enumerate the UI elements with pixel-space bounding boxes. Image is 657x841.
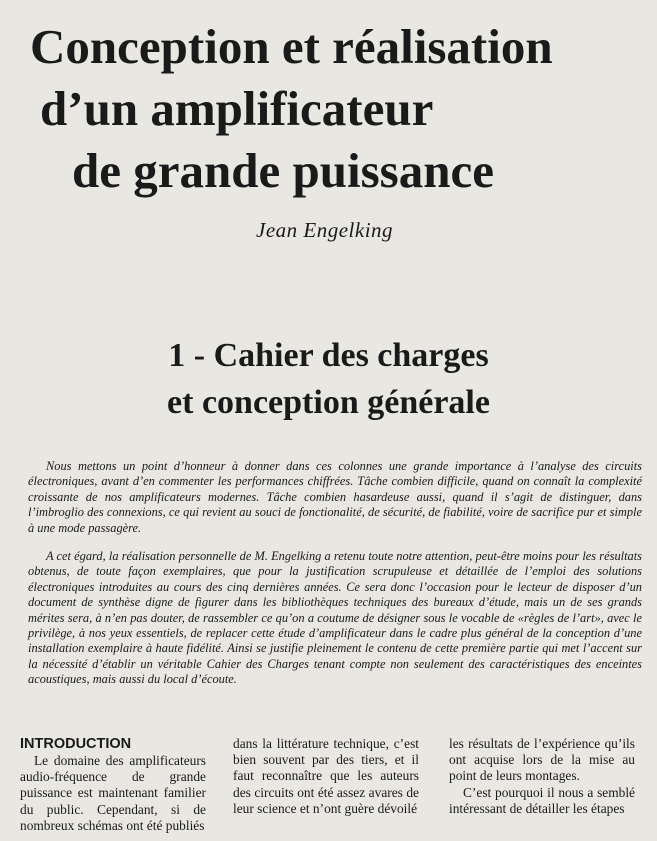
chapeau-paragraph: Nous mettons un point d’honneur à donner dans ces colonnes une grande importance à l’analyse des circuits électroniques, avant d’en commenter les performances chiffrées. Tâche combien difficile, quand on connaît la complexité croissante de nos amplificateurs modernes. Tâche combien hasardeuse aussi, quand il s’agit de distinguer, dans l’imbroglio des connexions, ce qui revient au souci de fonctionalité, de sécurité, de fiabilité, voire de sacrifice pur et simple à une mode passagère. <box>28 459 642 535</box>
title-line: Conception et réalisation <box>30 19 553 74</box>
body-paragraph: dans la littérature technique, c’est bien souvent par des tiers, et il faut reconnaître que les auteurs des circuits ont été assez avares de leur science et n’ont guère dévoilé <box>233 736 419 816</box>
author-name: Jean Engelking <box>256 218 394 242</box>
title-line: de grande puissance <box>72 143 495 198</box>
body-column-2 <box>233 736 419 817</box>
section-title-line: et conception générale <box>167 384 490 421</box>
chapeau-paragraph: A cet égard, la réalisation personnelle de M. Engelking a retenu toute notre attention, peut-être moins pour les résultats obtenus, de toute façon exemplaires, que pour la justification scrupuleuse et détaillée de l’emploi des solutions électroniques introduites au cours des cinq dernières années. Ce sera donc l’occasion pour le lecteur de disposer d’un document de synthèse digne de figurer dans les bibliothèques techniques des bureaux d’étude, mais un de ses grands mérites sera, à n’en pas douter, de rassembler ce qu’on a coutume de désigner sous le vocable de «règles de l’art», avec le privilège, à nos yeux essentiels, de replacer cette étude d’amplificateur dans le cadre plus général de la conception d’une installation exemplaire à haute fidélité. Ainsi se justifie pleinement le contenu de cette première partie qui met l’accent sur la nécessité d’établir un véritable Cahier des Charges tenant compte non seulement des caractéristiques des enceintes acoustiques, mais aussi du local d’écoute. <box>28 549 642 687</box>
body-column-1 <box>20 736 206 834</box>
body-column-3 <box>449 736 635 817</box>
body-paragraph: Le domaine des amplificateurs audio-fréquence de grande puissance est maintenant familier du public. Cependant, si de nombreux schémas ont été publiés <box>20 753 206 833</box>
section-title-line: 1 - Cahier des charges <box>168 337 489 374</box>
body-paragraph: C’est pourquoi il nous a semblé intéressant de détailler les étapes <box>449 784 635 816</box>
article-title <box>30 16 630 202</box>
intro-heading: INTRODUCTION <box>20 736 132 752</box>
title-line: d’un amplificateur <box>40 81 434 136</box>
section-title <box>0 332 657 426</box>
body-paragraph: les résultats de l’expérience qu’ils ont acquise lors de la mise au point de leurs montages. <box>449 736 635 784</box>
